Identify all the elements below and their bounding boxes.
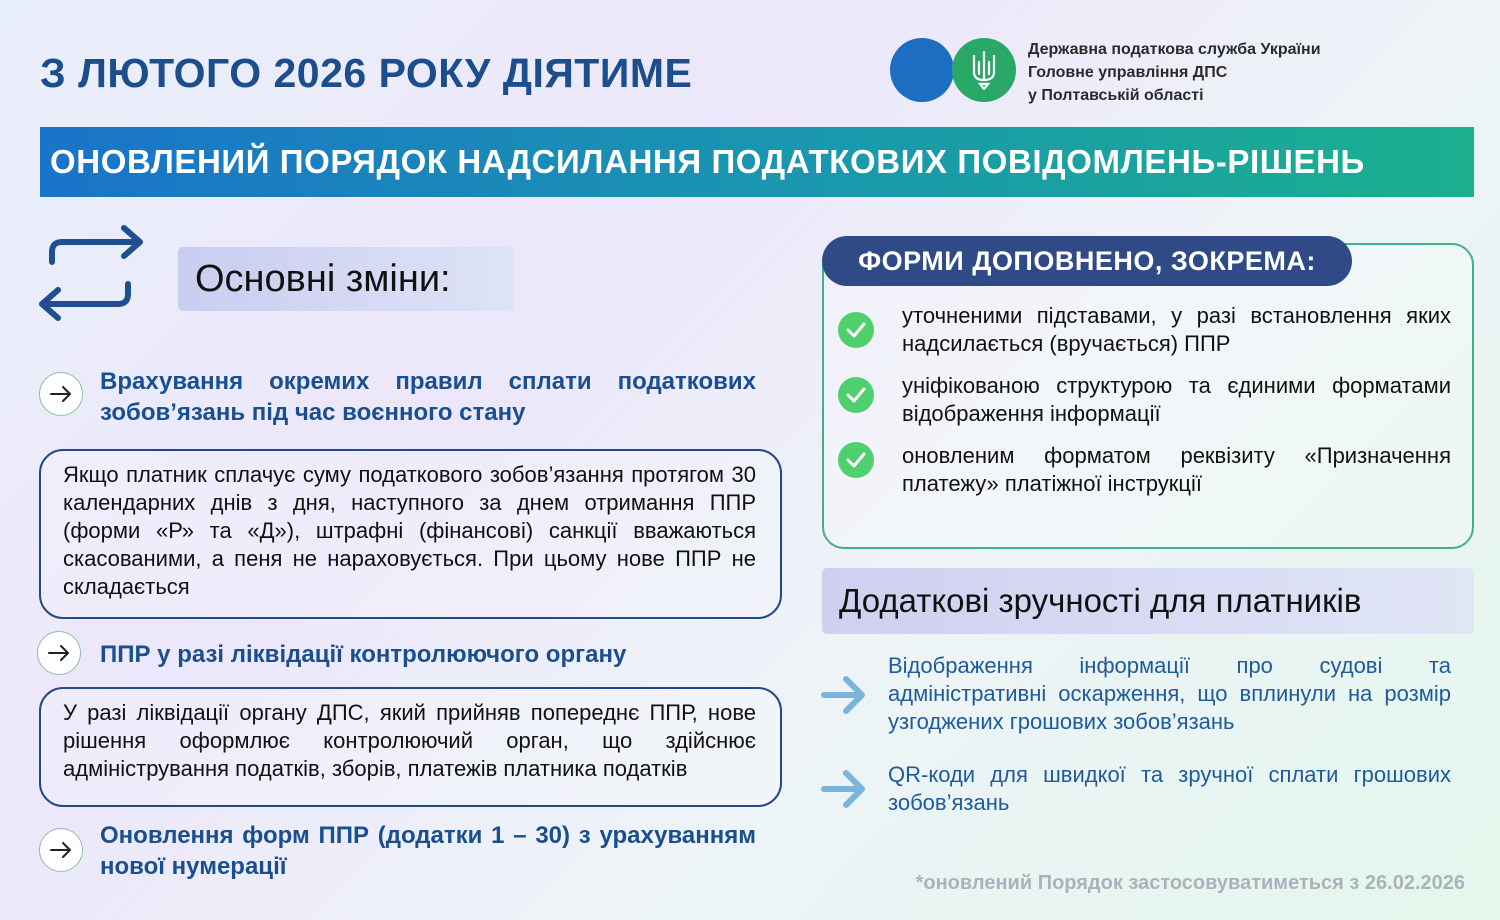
logo-blue-circle bbox=[890, 38, 954, 102]
organization-name bbox=[1028, 38, 1321, 107]
trident-emblem-icon bbox=[970, 50, 998, 90]
forms-supplemented-heading: ФОРМИ ДОПОВНЕНО, ЗОКРЕМА: bbox=[822, 236, 1352, 286]
page-title: З ЛЮТОГО 2026 РОКУ ДІЯТИМЕ bbox=[40, 50, 693, 96]
footnote: *оновлений Порядок застосовуватиметься з 26.02.2026 bbox=[915, 872, 1465, 894]
arrow-right-icon bbox=[39, 372, 83, 416]
extra-item-2: QR-коди для швидкої та зручної сплати грошових зобов’язань bbox=[888, 762, 1451, 815]
main-banner: ОНОВЛЕНИЙ ПОРЯДОК НАДСИЛАННЯ ПОДАТКОВИХ ПОВІДОМЛЕНЬ-РІШЕНЬ bbox=[40, 127, 1474, 197]
change-details-2: У разі ліквідації органу ДПС, який прийняв попереднє ППР, нове рішення оформлює контролюючий орган, що здійснює адміністрування податків, зборів, платежів платника податків bbox=[39, 687, 782, 807]
big-arrow-right-icon bbox=[820, 768, 868, 810]
check-icon bbox=[838, 442, 874, 478]
check-icon bbox=[838, 377, 874, 413]
change-details-1: Якщо платник сплачує суму податкового зобов’язання протягом 30 календарних днів з дня, наступного за днем отримання ППР (форми «Р» та «Д»), штрафні (фінансові) санкції вважаються скасованими, а пеня не нараховується. При цьому нове ППР не складається bbox=[39, 449, 782, 619]
extra-conveniences-heading: Додаткові зручності для платників bbox=[822, 568, 1474, 634]
arrow-right-icon bbox=[39, 828, 83, 872]
org-line-1: Державна податкова служба України bbox=[1028, 41, 1321, 58]
swap-arrows-icon bbox=[38, 222, 148, 328]
arrow-right-icon bbox=[37, 631, 81, 675]
extra-item-1: Відображення інформації про судові та адміністративні оскарження, що вплинули на розмір узгоджених грошових зобов’язань bbox=[888, 653, 1451, 734]
org-line-2: Головне управління ДПС bbox=[1028, 64, 1228, 81]
logo-green-circle bbox=[952, 38, 1016, 102]
change-heading-3: Оновлення форм ППР (додатки 1 – 30) з урахуванням нової нумерації bbox=[100, 822, 756, 880]
forms-item-3: оновленим форматом реквізиту «Призначення платежу» платіжної інструкції bbox=[902, 443, 1451, 496]
org-line-3: у Полтавській області bbox=[1028, 87, 1204, 104]
dps-logo bbox=[890, 38, 1470, 104]
change-heading-1: Врахування окремих правил сплати податкових зобов’язань під час воєнного стану bbox=[100, 368, 756, 426]
forms-item-1: уточненими підставами, у разі встановлення яких надсилається (вручається) ППР bbox=[902, 303, 1451, 356]
big-arrow-right-icon bbox=[820, 674, 868, 716]
check-icon bbox=[838, 312, 874, 348]
change-heading-2: ППР у разі ліквідації контролюючого органу bbox=[100, 641, 627, 668]
forms-item-2: уніфікованою структурою та єдиними форматами відображення інформації bbox=[902, 373, 1451, 426]
main-changes-heading: Основні зміни: bbox=[178, 247, 514, 311]
